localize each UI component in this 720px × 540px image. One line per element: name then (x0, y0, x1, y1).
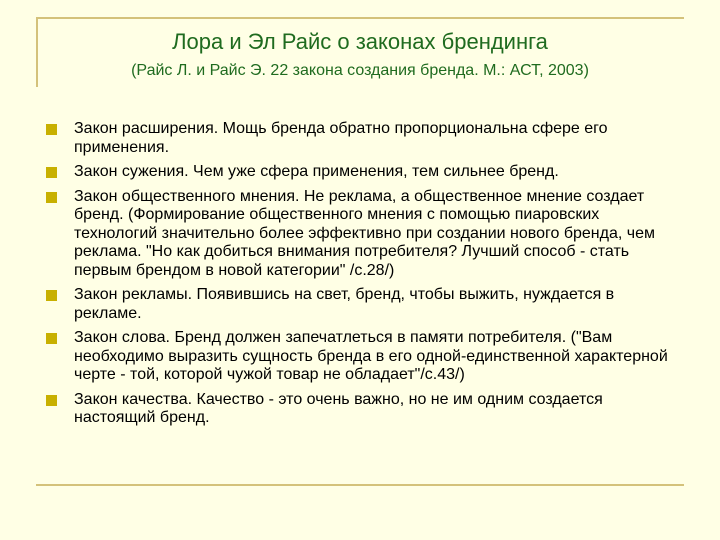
bullet-text: Закон качества. Качество - это очень важно, но не им одним создается настоящий бренд. (74, 390, 603, 426)
bullet-text: Закон рекламы. Появившись на свет, бренд, чтобы выжить, нуждается в рекламе. (74, 286, 615, 322)
square-bullet-icon (46, 167, 57, 178)
bullet-text: Закон расширения. Мощь бренда обратно пропорциональна сфере его применения. (74, 120, 608, 156)
slide-subtitle: (Райс Л. и Райс Э. 22 закона создания бренда. М.: АСТ, 2003) (131, 62, 589, 79)
bullet-item-4 (46, 286, 686, 323)
bullet-text: Закон сужения. Чем уже сфера применения, тем сильнее бренд. (74, 163, 559, 180)
title-block (40, 28, 680, 82)
square-bullet-icon (46, 333, 57, 344)
bullet-list (46, 120, 686, 434)
square-bullet-icon (46, 290, 57, 301)
left-divider (36, 17, 38, 87)
square-bullet-icon (46, 124, 57, 135)
bottom-divider (36, 484, 684, 486)
bullet-item-1 (46, 120, 686, 157)
bullet-item-6 (46, 391, 686, 428)
bullet-text: Закон слова. Бренд должен запечатлеться в памяти потребителя. ("Вам необходимо выразить сущность бренда в его одной-единственной характерной черте - той, которой чужой товар не обладает"/с.43/) (74, 329, 668, 383)
square-bullet-icon (46, 192, 57, 203)
bullet-item-3 (46, 188, 686, 281)
square-bullet-icon (46, 395, 57, 406)
bullet-item-5 (46, 329, 686, 385)
bullet-text: Закон общественного мнения. Не реклама, а общественное мнение создает бренд. (Формирование общественного мнения с помощью пиаровских технологий значительно более эффективно при создании нового бренда, чем реклама. "Но как добиться внимания потребителя? Лучший способ - стать первым брендом в новой категории" /с.28/) (74, 187, 655, 279)
bullet-item-2 (46, 163, 686, 182)
slide-title: Лора и Эл Райс о законах брендинга (172, 29, 548, 54)
top-divider (36, 17, 684, 19)
